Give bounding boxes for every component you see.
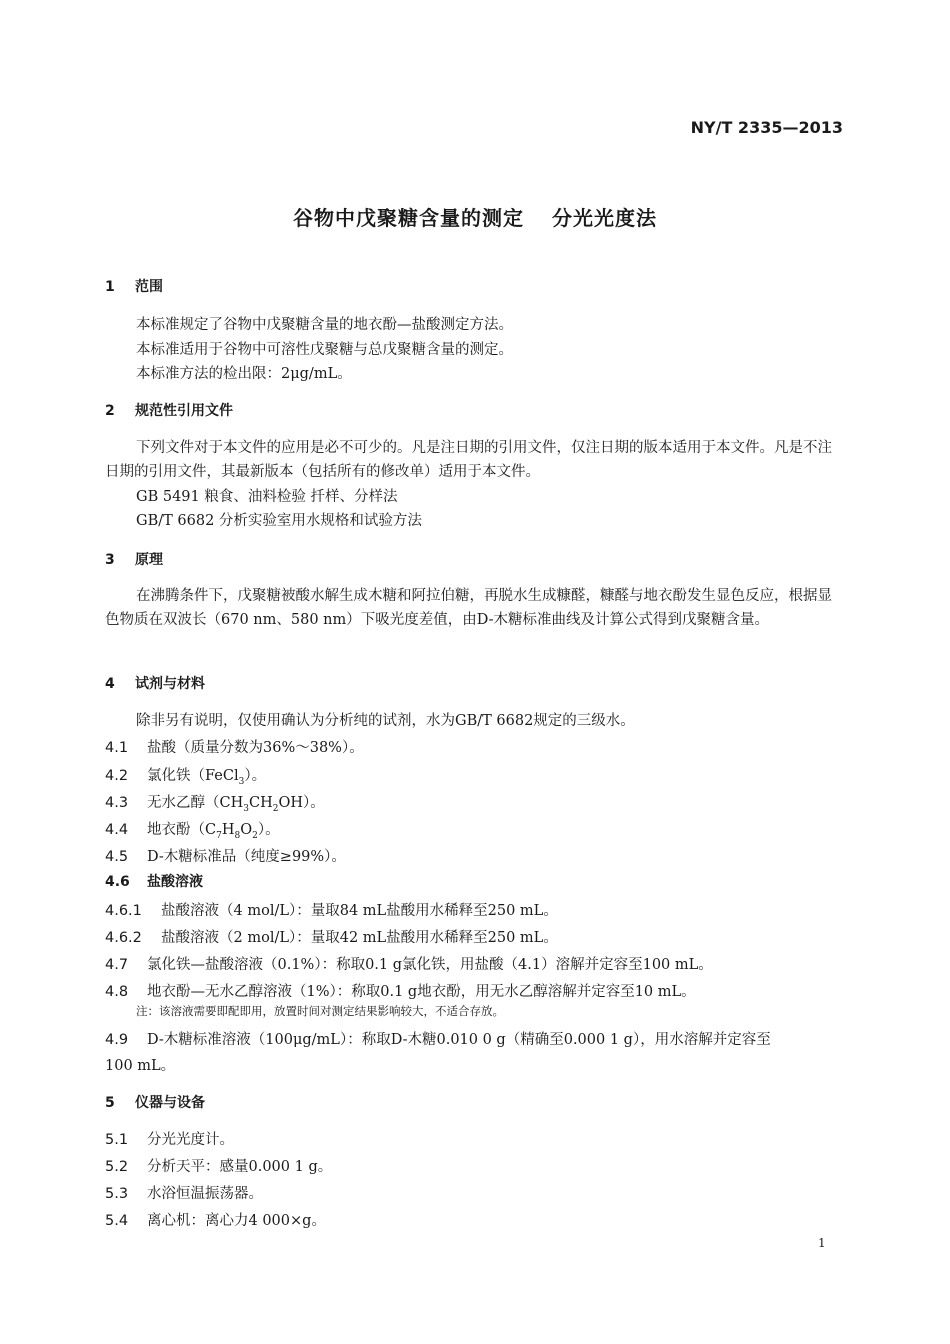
section-heading-5 <box>105 1092 205 1112</box>
item-number: 4.6.2 <box>105 930 142 946</box>
list-item <box>105 1128 234 1149</box>
item-text: 无水乙醇$(CH_3CH_2OH)$。 <box>147 795 325 814</box>
item-number: 4.2 <box>105 768 129 784</box>
item-text: 水浴恒温振荡器。 <box>147 1186 263 1202</box>
item-text: D-木糖标准溶液（100μg/mL）：称取D-木糖0.010 0 g（精确至0.000 1 g），用水溶解并定容至 <box>147 1032 771 1048</box>
item-number: 5.3 <box>105 1186 129 1202</box>
item-text: 分光光度计。 <box>147 1132 234 1148</box>
list-item <box>105 1155 332 1176</box>
item-text: 氯化铁—盐酸溶液（0.1%）：称取0.1 g氯化铁，用盐酸（4.1）溶解并定容至100 mL。 <box>147 957 713 973</box>
item-number: 5.4 <box>105 1213 129 1229</box>
list-item <box>105 1209 326 1230</box>
paragraph: 本标准方法的检出限：2μg/mL。 <box>136 366 352 382</box>
paragraph: 除非另有说明，仅使用确认为分析纯的试剂，水为GB/T 6682规定的三级水。 <box>136 713 635 729</box>
list-item <box>105 845 346 866</box>
list-item <box>105 1182 263 1203</box>
standard-number: NY/T 2335—2013 <box>690 118 843 137</box>
item-text: D-木糖标准品（纯度≥99%）。 <box>147 849 346 865</box>
section-title: 规范性引用文件 <box>135 403 233 419</box>
title-method: 分光光度法 <box>552 206 657 230</box>
item-number: 4.9 <box>105 1032 129 1048</box>
section-number: 2 <box>105 403 115 419</box>
list-item <box>105 926 558 947</box>
item-text: 地衣酚—无水乙醇溶液（1%）：称取0.1 g地衣酚，用无水乙醇溶解并定容至10 mL。 <box>147 984 696 1000</box>
item-number: 4.4 <box>105 822 129 838</box>
paragraph: 本标准规定了谷物中戊聚糖含量的地衣酚—盐酸测定方法。 <box>136 317 513 333</box>
section-title: 试剂与材料 <box>135 676 205 692</box>
page-title <box>0 202 950 231</box>
item-text: 盐酸（质量分数为36%～38%）。 <box>147 740 364 756</box>
item-text: 盐酸溶液（2 mol/L）：量取42 mL盐酸用水稀释至250 mL。 <box>161 930 558 946</box>
list-item <box>105 980 696 1001</box>
section-title: 仪器与设备 <box>135 1095 205 1111</box>
item-text: 盐酸溶液 <box>147 874 203 890</box>
paragraph: 在沸腾条件下，戊聚糖被酸水解生成木糖和阿拉伯糖，再脱水生成糠醛，糠醛与地衣酚发生显色反应，根据显色物质在双波长（670 nm、580 nm）下吸光度差值，由D-木糖标准曲线及计算公式得到戊聚糖含量。 <box>105 588 832 628</box>
note: 注：该溶液需要即配即用，放置时间对测定结果影响较大，不适合存放。 <box>136 1004 504 1018</box>
item-text: 氯化铁（FeCl$_3$）。 <box>147 768 267 787</box>
item-text: 地衣酚$(C_7H_8O_2)$。 <box>147 822 280 841</box>
item-number: 4.5 <box>105 849 129 865</box>
section-number: 5 <box>105 1095 115 1111</box>
item-number: 4.6.1 <box>105 903 142 919</box>
item-number: 5.1 <box>105 1132 129 1148</box>
section-number: 4 <box>105 676 115 692</box>
reference: GB/T 6682 分析实验室用水规格和试验方法 <box>136 513 422 529</box>
section-number: 1 <box>105 279 115 295</box>
section-heading-4 <box>105 673 205 693</box>
item-number: 4.3 <box>105 795 129 811</box>
item-number: 4.8 <box>105 984 129 1000</box>
item-text: 分析天平：感量0.000 1 g。 <box>147 1159 333 1175</box>
section-title: 原理 <box>135 552 163 568</box>
list-item <box>105 953 713 974</box>
item-number: 5.2 <box>105 1159 129 1175</box>
list-item <box>105 1028 771 1049</box>
section-title: 范围 <box>135 279 163 295</box>
section-heading-1 <box>105 276 163 296</box>
list-item <box>105 818 280 841</box>
list-item <box>105 736 364 757</box>
subsection-heading <box>105 871 203 891</box>
item-number: 4.7 <box>105 957 129 973</box>
section-number: 3 <box>105 552 115 568</box>
page-number: 1 <box>818 1236 826 1250</box>
paragraph: 本标准适用于谷物中可溶性戊聚糖与总戊聚糖含量的测定。 <box>136 342 513 358</box>
paragraph: 下列文件对于本文件的应用是必不可少的。凡是注日期的引用文件，仅注日期的版本适用于本文件。凡是不注日期的引用文件，其最新版本（包括所有的修改单）适用于本文件。 <box>105 440 832 480</box>
section-heading-3 <box>105 549 163 569</box>
item-number: 4.1 <box>105 740 129 756</box>
item-continuation: 100 mL。 <box>105 1058 176 1074</box>
item-number: 4.6 <box>105 874 130 890</box>
title-main: 谷物中戊聚糖含量的测定 <box>293 206 524 230</box>
list-item <box>105 899 558 920</box>
reference: GB 5491 粮食、油料检验 扦样、分样法 <box>136 489 398 505</box>
list-item <box>105 764 266 787</box>
list-item <box>105 791 325 814</box>
item-text: 离心机：离心力4 000×g。 <box>147 1213 326 1229</box>
item-text: 盐酸溶液（4 mol/L）：量取84 mL盐酸用水稀释至250 mL。 <box>161 903 558 919</box>
section-heading-2 <box>105 400 233 420</box>
